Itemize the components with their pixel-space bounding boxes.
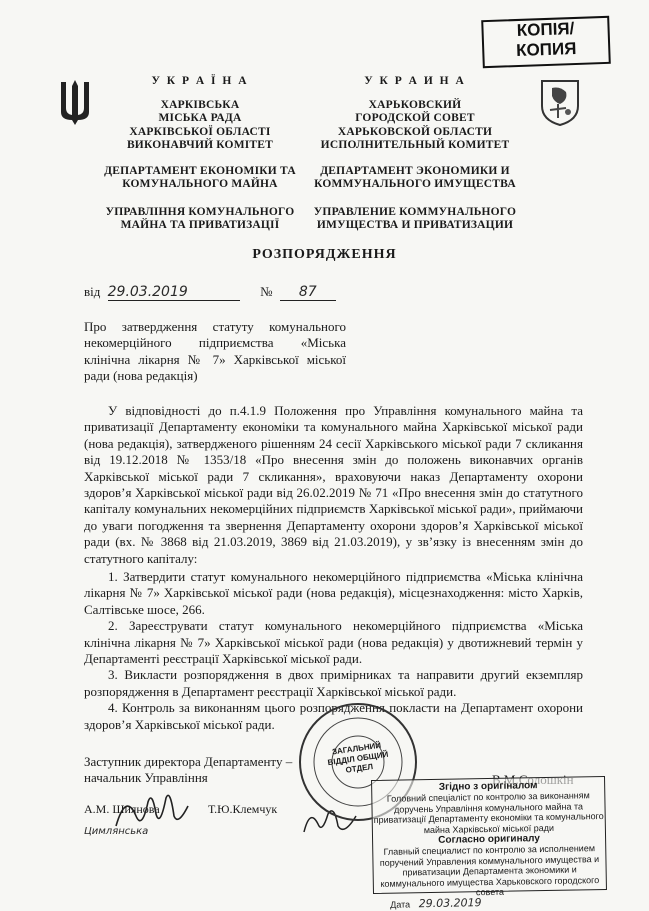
stamp-date-label: Дата bbox=[390, 898, 411, 910]
ukraine-coat-of-arms-icon bbox=[58, 78, 92, 131]
date-value: 29.03.2019 bbox=[108, 284, 240, 301]
item-4: 4. Контроль за виконанням цього розпорядження покласти на Департамент охорони здоров’я Харківської міської ради. bbox=[84, 700, 583, 732]
header-ru-org-2: ГОРОДСКОЙ СОВЕТ bbox=[355, 112, 475, 124]
certification-stamp bbox=[371, 776, 607, 910]
header-ua-country: У К Р А Ї Н А bbox=[151, 75, 249, 87]
document-preamble: У відповідності до п.4.1.9 Положення про Управління комунального майна та приватизації Департаменту економіки та комунального майна Харківської міської ради (нова редакція), затвердженого рішенням 24 сесії Харківського міської ради 7 скликання від 19.12.2018 № 1353/18 «Про внесення змін до положень виконавчих органів Харківської міської ради 7 скликання», враховуючи наказ Департаменту охорони здоров’я Харківської міської ради від 26.02.2019 № 71 «Про внесення змін до статутного капіталу комунальних некомерційних підприємств Харківської міської ради», приймаючи до уваги погодження та звернення Департаменту охорони здоров’я Харківської міської ради (вх. № 3868 від 21.03.2019, 3869 від 21.03.2019), у зв’язку із внесенням змін до статутного капіталу: bbox=[84, 403, 583, 566]
copy-stamp-line1: КОПІЯ/ bbox=[516, 19, 575, 41]
signature-position-line1: Заступник директора Департаменту – bbox=[84, 754, 293, 769]
number-value: 87 bbox=[280, 284, 336, 301]
date-number-line bbox=[84, 284, 336, 301]
approval-cimlyanska: Цимлянська bbox=[84, 826, 149, 837]
approval-left: А.М. Шиянова bbox=[84, 802, 160, 816]
copy-stamp bbox=[481, 16, 611, 68]
header-ru bbox=[310, 75, 520, 233]
stamp-title-ua: Згідно з оригіналом bbox=[438, 780, 538, 793]
approval-right: Т.Ю.Клемчук bbox=[208, 802, 278, 816]
header-ru-org-3: ХАРЬКОВСКОЙ ОБЛАСТИ bbox=[337, 125, 493, 138]
item-2: 2. Зареєструвати статут комунального некомерційного підприємства «Міська клінічна лікарня № 7» Харківської міської ради (нова редакція) у двотижневий термін у Департаменті реєстрації Харківської міської ради. bbox=[84, 618, 583, 667]
header-ru-dept-1: ДЕПАРТАМЕНТ ЭКОНОМИКИ И bbox=[320, 164, 510, 177]
header-ru-country: У К Р А И Н А bbox=[364, 75, 466, 87]
number-label: № bbox=[260, 284, 273, 299]
header-ua-dept-2: КОМУНАЛЬНОГО МАЙНА bbox=[122, 178, 278, 190]
stamp-date-value: 29.03.2019 bbox=[418, 895, 482, 910]
header-ru-office-2: ИМУЩЕСТВА И ПРИВАТИЗАЦИИ bbox=[316, 219, 514, 231]
stamp-title-ru: Согласно оригиналу bbox=[438, 833, 541, 846]
stamp-text-ua: Головний спеціаліст по контролю за виконанням доручень Управління комунального майна та приватизації Департаменту економіки та комунального майна Харківської міської ради bbox=[373, 790, 604, 835]
header-ua bbox=[100, 75, 300, 233]
date-label: від bbox=[84, 284, 101, 299]
header-ru-office-1: УПРАВЛЕНИЕ КОММУНАЛЬНОГО bbox=[313, 205, 517, 218]
header-ua-office-2: МАЙНА ТА ПРИВАТИЗАЦІЇ bbox=[120, 219, 280, 231]
document-title: РОЗПОРЯДЖЕННЯ bbox=[252, 247, 397, 262]
signature-scribble-1 bbox=[112, 786, 192, 841]
header-ua-org-4: ВИКОНАВЧИЙ КОМІТЕТ bbox=[126, 139, 274, 151]
header-ru-org-4: ИСПОЛНИТЕЛЬНЫЙ КОМИТЕТ bbox=[320, 139, 510, 151]
item-1: 1. Затвердити статут комунального некомерційного підприємства «Міська клінічна лікарня № 7» Харківської міської ради (нова редакція), місцезнаходження: місто Харків, Салтівське шосе, 266. bbox=[84, 569, 583, 617]
seal-text: ЗАГАЛЬНИЙ ВІДДІЛ ОБЩИЙ ОТДЕЛ bbox=[327, 740, 389, 775]
document-subject: Про затвердження статуту комунального некомерційного підприємства «Міська клінічна лікарня № 7» Харківської міської ради (нова редакція) bbox=[84, 319, 346, 384]
header-ua-dept-1: ДЕПАРТАМЕНТ ЕКОНОМІКИ ТА bbox=[104, 164, 296, 177]
item-3: 3. Викласти розпорядження в двох примірниках та направити другий екземпляр розпорядження в Департамент реєстрації Харківської міської ради. bbox=[84, 667, 583, 699]
signature-position-line2: начальник Управління bbox=[84, 770, 208, 786]
stamp-text-ru: Главный специалист по контролю за исполнением поручений Управления коммунального имущества и приватизации Департамента экономики и коммунального имущества Харьковского городского совета bbox=[379, 843, 600, 898]
header-ua-office-1: УПРАВЛІННЯ КОМУНАЛЬНОГО bbox=[105, 205, 295, 218]
header-ua-org-2: МІСЬКА РАДА bbox=[158, 112, 242, 124]
header-ru-dept-2: КОММУНАЛЬНОГО ИМУЩЕСТВА bbox=[314, 178, 516, 190]
header-ru-org-1: ХАРЬКОВСКИЙ bbox=[368, 98, 462, 111]
header-ua-org-1: ХАРКІВСЬКА bbox=[160, 98, 240, 111]
kharkiv-coat-of-arms-icon bbox=[538, 78, 582, 131]
copy-stamp-line2: КОПИЯ bbox=[515, 38, 577, 61]
header-ua-org-3: ХАРКІВСЬКОЇ ОБЛАСТІ bbox=[129, 125, 271, 138]
